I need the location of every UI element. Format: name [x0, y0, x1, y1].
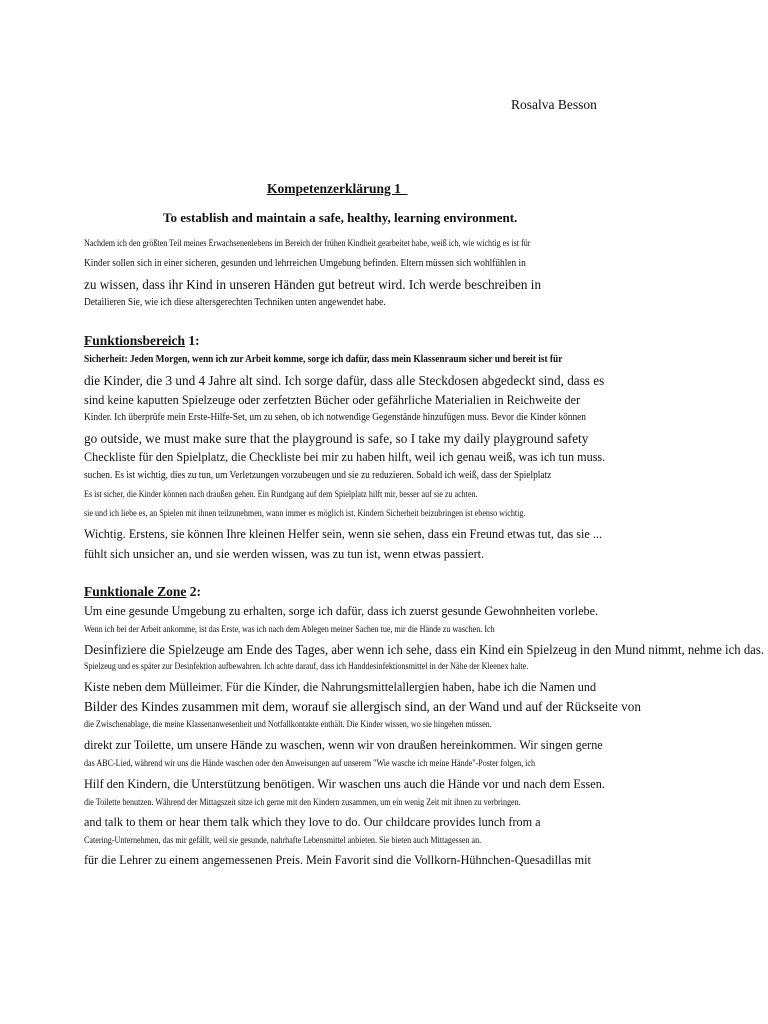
section1-line: die Kinder, die 3 und 4 Jahre alt sind. Ich sorge dafür, dass alle Steckdosen abgedeckt sind, dass es	[84, 373, 605, 388]
section1-line: Checkliste für den Spielplatz, die Checkliste bei mir zu haben hilft, weil ich genau weiß, was ich tun muss.	[84, 450, 606, 464]
section2-line: Hilf den Kindern, die Unterstützung benötigen. Wir waschen uns auch die Hände vor und nach dem Essen.	[84, 777, 605, 791]
section2-line: Desinfiziere die Spielzeuge am Ende des Tages, aber wenn ich sehe, dass ein Kind ein Spielzeug in den Mund nimmt, nehme ich das.	[84, 642, 764, 657]
section2-line: and talk to them or hear them talk which they love to do. Our childcare provides lunch from a	[84, 815, 541, 829]
section1-line: sie und ich liebe es, an Spielen mit ihnen teilzunehmen, wann immer es möglich ist. Kindern Sicherheit beizubringen ist ebenso wichtig.	[84, 508, 526, 518]
intro-line: Nachdem ich den größten Teil meines Erwachsenenlebens im Bereich der frühen Kindheit gearbeitet habe, weiß ich, wie wichtig es ist für	[84, 238, 531, 248]
section2-line: Catering-Unternehmen, das mir gefällt, weil sie gesunde, nahrhafte Lebensmittel anbieten. Sie bieten auch Mittagessen an.	[84, 835, 482, 845]
section1-line: Sicherheit: Jeden Morgen, wenn ich zur Arbeit komme, sorge ich dafür, dass mein Klassenraum sicher und bereit ist für	[84, 354, 563, 365]
section-heading-label: Funktionsbereich	[84, 333, 186, 348]
section2-line: Spielzeug und es später zur Desinfektion aufbewahren. Ich achte darauf, dass ich Handdesinfektionsmittel in der Nähe der Kleenex halte.	[84, 661, 529, 671]
intro-line: Kinder sollen sich in einer sicheren, gesunden und lehrreichen Umgebung befinden. Eltern müssen sich wohlfühlen in	[84, 258, 526, 269]
document-subtitle: To establish and maintain a safe, healthy, learning environment.	[163, 210, 518, 225]
author-name: Rosalva Besson	[511, 97, 597, 112]
section2-line: das ABC-Lied, während wir uns die Hände waschen oder den Anweisungen auf unserem "Wie wasche ich meine Hände"-Poster folgen, ich	[84, 758, 536, 768]
section-heading-label: Funktionale Zone	[84, 584, 187, 599]
section-heading-2	[84, 584, 201, 600]
section1-line: Wichtig. Erstens, sie können Ihre kleinen Helfer sein, wenn sie sehen, dass ein Freund etwas tut, das sie ...	[84, 527, 603, 541]
section2-line: Um eine gesunde Umgebung zu erhalten, sorge ich dafür, dass ich zuerst gesunde Gewohnheiten vorlebe.	[84, 604, 599, 618]
section1-line: Kinder. Ich überprüfe mein Erste-Hilfe-Set, um zu sehen, ob ich notwendige Gegenstände hinzufügen muss. Bevor die Kinder können	[84, 412, 586, 423]
section2-line: direkt zur Toilette, um unsere Hände zu waschen, wenn wir von draußen hereinkommen. Wir singen gerne	[84, 738, 603, 752]
section-heading-1	[84, 333, 200, 349]
section2-line: Bilder des Kindes zusammen mit dem, worauf sie allergisch sind, an der Wand und auf der Rückseite von	[84, 699, 641, 714]
document-title: Kompetenzerklärung 1	[267, 181, 408, 196]
section1-line: suchen. Es ist wichtig, dies zu tun, um Verletzungen vorzubeugen und sie zu reduzieren. Sobald ich weiß, dass der Spielplatz	[84, 470, 552, 481]
section2-line: Wenn ich bei der Arbeit ankomme, ist das Erste, was ich nach dem Ablegen meiner Sachen tue, mir die Hände zu waschen. Ich	[84, 624, 495, 634]
section2-line: für die Lehrer zu einem angemessenen Preis. Mein Favorit sind die Vollkorn-Hühnchen-Quesadillas mit	[84, 853, 591, 867]
section1-line: Es ist sicher, die Kinder können nach draußen gehen. Ein Rundgang auf dem Spielplatz hilft mir, besser auf sie zu achten.	[84, 489, 478, 499]
intro-line: zu wissen, dass ihr Kind in unseren Händen gut betreut wird. Ich werde beschreiben in	[84, 277, 542, 292]
section1-line: go outside, we must make sure that the playground is safe, so I take my daily playground safety	[84, 431, 589, 446]
section1-line: sind keine kaputten Spielzeuge oder zerfetzten Bücher oder gefährliche Materialien in Reichweite der	[84, 393, 581, 407]
section1-line: fühlt sich unsicher an, und sie werden wissen, was zu tun ist, wenn etwas passiert.	[84, 547, 485, 561]
intro-line: Detailieren Sie, wie ich diese altersgerechten Techniken unten angewendet habe.	[84, 297, 386, 308]
section2-line: Kiste neben dem Mülleimer. Für die Kinder, die Nahrungsmittelallergien haben, habe ich die Namen und	[84, 680, 597, 694]
section2-line: die Zwischenablage, die meine Klassenanwesenheit und Notfallkontakte enthält. Die Kinder wissen, wo sie hingehen müssen.	[84, 719, 492, 729]
section-heading-number: 1:	[185, 333, 200, 348]
section-heading-number: 2:	[186, 584, 202, 599]
section2-line: die Toilette benutzen. Während der Mittagszeit sitze ich gerne mit den Kindern zusammen, um ein wenig Zeit mit ihnen zu verbringen.	[84, 797, 521, 807]
